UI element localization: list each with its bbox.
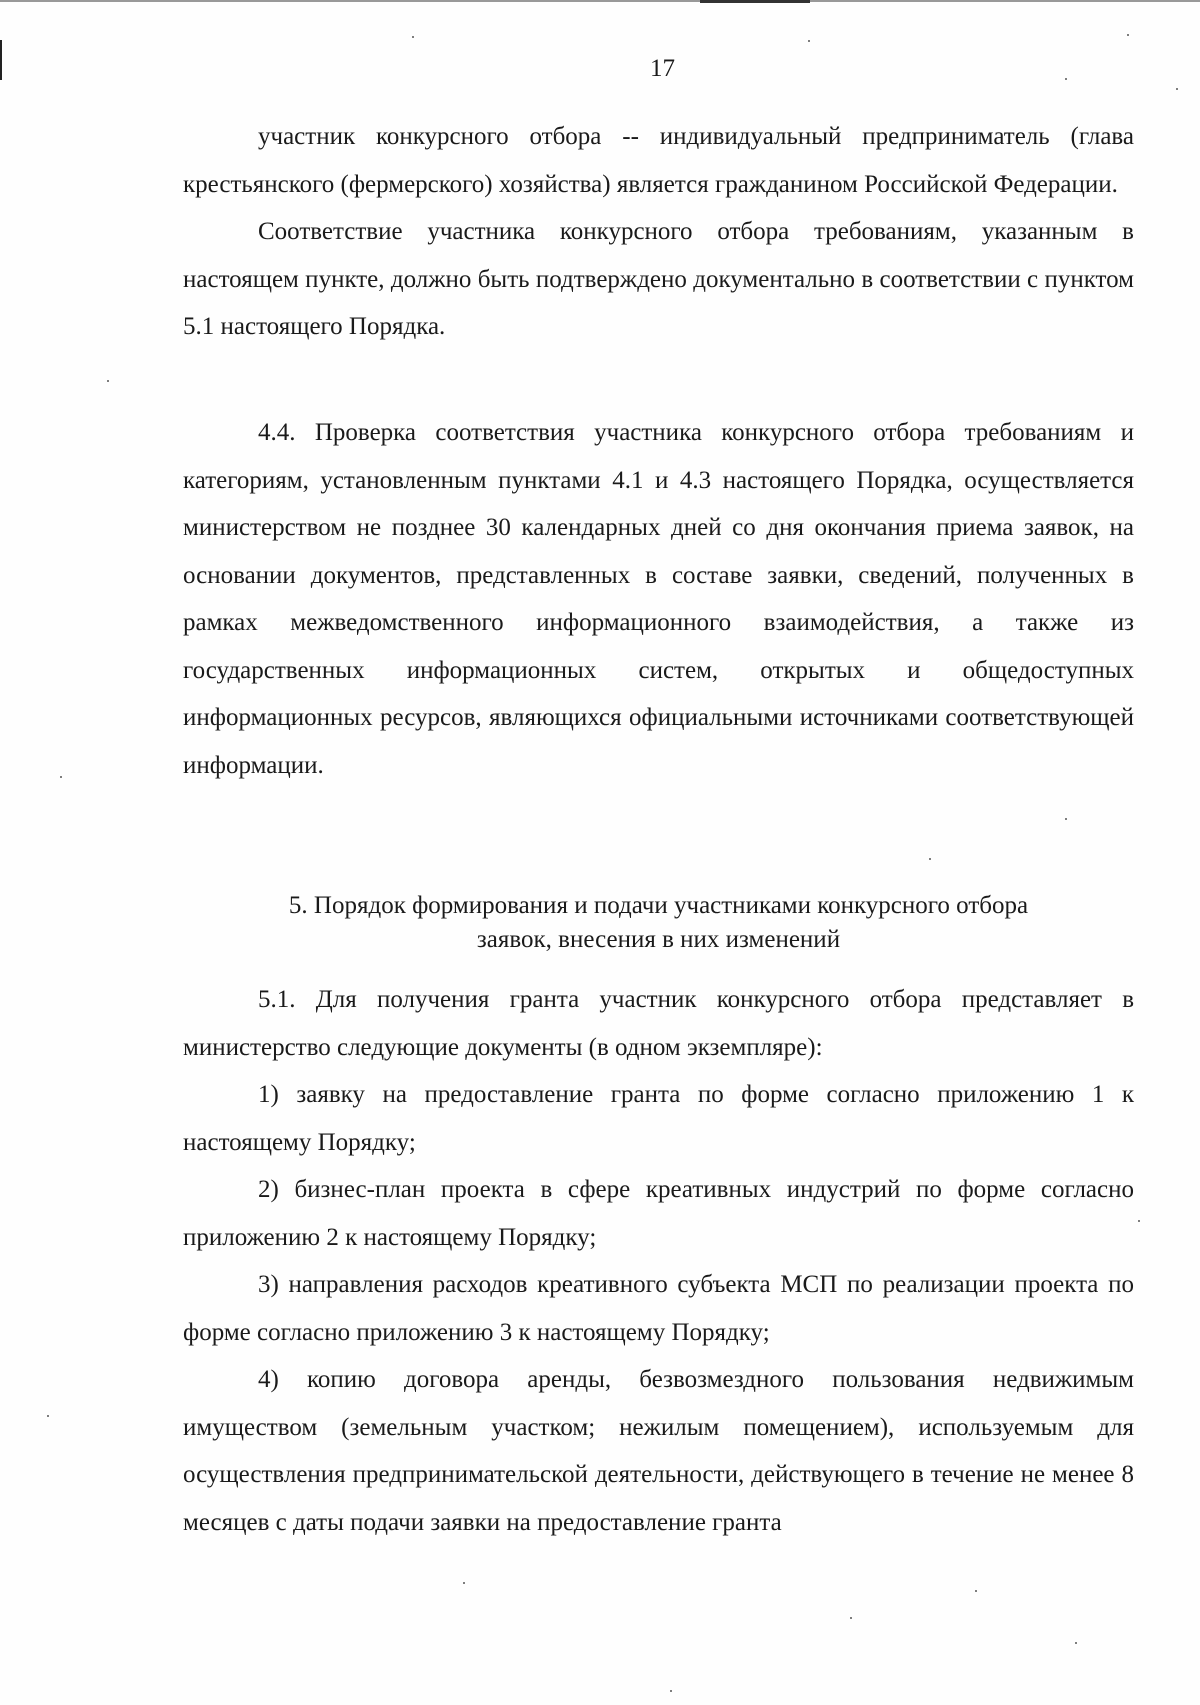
scan-top-edge bbox=[0, 0, 1200, 2]
scan-speck bbox=[1127, 34, 1129, 36]
section-heading bbox=[183, 889, 1134, 957]
paragraph: участник конкурсного отбора -- индивидуальный предприниматель (глава крестьянского (фермерского) хозяйства) является гражданином Российской Федерации. bbox=[183, 123, 1134, 198]
scan-speck bbox=[463, 1582, 465, 1584]
scan-speck bbox=[1065, 78, 1067, 80]
page-number: 17 bbox=[650, 55, 675, 82]
list-item: 1) заявку на предоставление гранта по форме согласно приложению 1 к настоящему Порядку; bbox=[183, 1081, 1134, 1156]
scan-speck bbox=[1065, 818, 1067, 820]
scan-speck bbox=[412, 36, 414, 38]
scan-speck bbox=[975, 1590, 977, 1592]
scan-speck bbox=[929, 858, 931, 860]
paragraph: 5.1. Для получения гранта участник конкурсного отбора представляет в министерство следующие документы (в одном экземпляре): bbox=[183, 986, 1134, 1061]
scan-top-mark bbox=[700, 0, 810, 3]
scan-speck bbox=[670, 1690, 672, 1692]
scan-speck bbox=[850, 1617, 852, 1619]
list-item: 3) направления расходов креативного субъекта МСП по реализации проекта по форме согласно приложению 3 к настоящему Порядку; bbox=[183, 1271, 1134, 1346]
paragraph-group-2 bbox=[183, 409, 1134, 789]
paragraph-group-3 bbox=[183, 976, 1134, 1546]
scan-speck bbox=[60, 776, 62, 778]
scan-speck bbox=[47, 1415, 49, 1417]
section-heading-line-2: заявок, внесения в них изменений bbox=[476, 926, 841, 953]
scan-speck bbox=[808, 40, 810, 42]
scan-speck bbox=[1075, 1642, 1077, 1644]
scan-speck bbox=[107, 380, 109, 382]
list-item: 4) копию договора аренды, безвозмездного пользования недвижимым имуществом (земельным участком; нежилым помещением), используемым для осуществления предпринимательской деятельности, действующего в течение не менее 8 месяцев с даты подачи заявки на предоставление гранта bbox=[183, 1366, 1134, 1536]
paragraph: Соответствие участника конкурсного отбора требованиям, указанным в настоящем пункте, должно быть подтверждено документально в соответствии с пунктом 5.1 настоящего Порядка. bbox=[183, 218, 1134, 340]
paragraph: 4.4. Проверка соответствия участника конкурсного отбора требованиям и категориям, установленным пунктами 4.1 и 4.3 настоящего Порядка, осуществляется министерством не позднее 30 календарных дней со дня окончания приема заявок, на основании документов, представленных в составе заявки, сведений, полученных в рамках межведомственного информационного взаимодействия, а также из государственных информационных систем, открытых и общедоступных информационных ресурсов, являющихся официальными источниками соответствующей информации. bbox=[183, 419, 1134, 779]
list-item: 2) бизнес-план проекта в сфере креативных индустрий по форме согласно приложению 2 к настоящему Порядку; bbox=[183, 1176, 1134, 1251]
scan-speck bbox=[1176, 88, 1178, 90]
scan-speck bbox=[1138, 1220, 1140, 1222]
paragraph-group-1 bbox=[183, 113, 1134, 351]
section-heading-line-1: 5. Порядок формирования и подачи участниками конкурсного отбора bbox=[288, 892, 1029, 919]
